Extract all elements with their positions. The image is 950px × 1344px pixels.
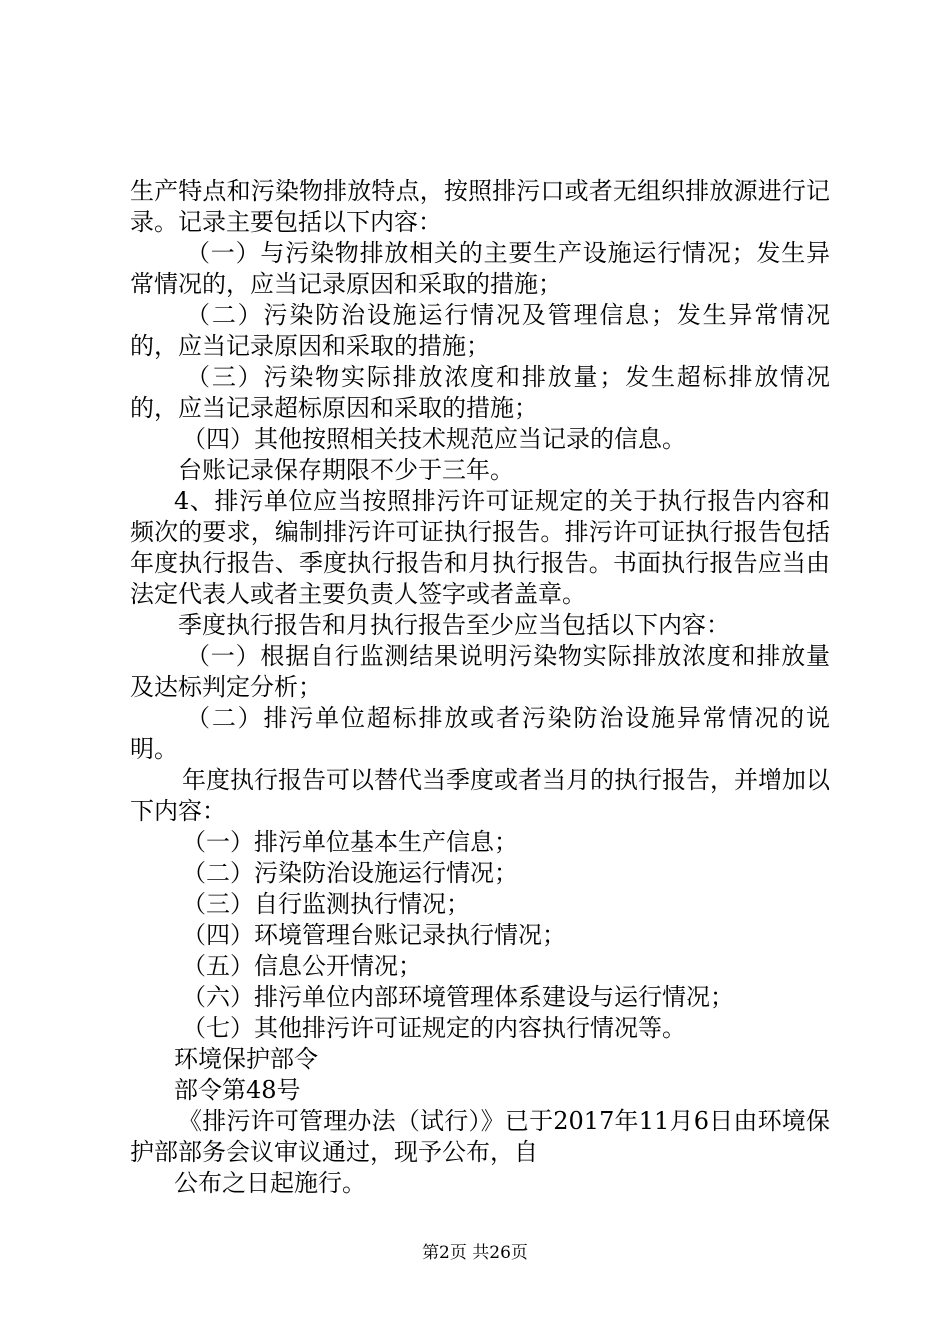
paragraph: （四）其他按照相关技术规范应当记录的信息。 (182, 425, 686, 453)
paragraph: （一）根据自行监测结果说明污染物实际排放浓度和排放量及达标判定分析； (130, 642, 830, 701)
document-body (130, 176, 830, 1199)
paragraph: （五）信息公开情况； (182, 952, 422, 980)
paragraph: （四）环境管理台账记录执行情况； (182, 921, 566, 949)
paragraph: （二）污染防治设施运行情况； (182, 859, 518, 887)
paragraph: 部令第48号 (174, 1076, 301, 1104)
paragraph: （七）其他排污许可证规定的内容执行情况等。 (182, 1014, 686, 1042)
paragraph: （三）污染物实际排放浓度和排放量；发生超标排放情况的，应当记录超标原因和采取的措施； (130, 363, 830, 422)
paragraph: （二）污染防治设施运行情况及管理信息；发生异常情况的，应当记录原因和采取的措施； (130, 301, 830, 360)
paragraph: 《排污许可管理办法（试行）》已于2017年11月6日由环境保护部部务会议审议通过，现予公布，自 (130, 1107, 830, 1166)
paragraph: （六）排污单位内部环境管理体系建设与运行情况； (182, 983, 734, 1011)
paragraph: （二）排污单位超标排放或者污染防治设施异常情况的说明。 (130, 704, 830, 763)
paragraph: 季度执行报告和月执行报告至少应当包括以下内容： (178, 611, 730, 639)
paragraph: 公布之日起施行。 (174, 1169, 366, 1197)
paragraph: 台账记录保存期限不少于三年。 (178, 456, 514, 484)
paragraph: 生产特点和污染物排放特点，按照排污口或者无组织排放源进行记录。记录主要包括以下内容： (130, 177, 830, 236)
paragraph: （一）与污染物排放相关的主要生产设施运行情况；发生异常情况的，应当记录原因和采取的措施； (130, 239, 830, 298)
paragraph: （三）自行监测执行情况； (182, 890, 470, 918)
paragraph: 年度执行报告可以替代当季度或者当月的执行报告，并增加以下内容： (130, 766, 830, 825)
paragraph: 环境保护部令 (174, 1045, 318, 1073)
paragraph: （一）排污单位基本生产信息； (182, 828, 518, 856)
page-footer: 第2页 共26页 (422, 1243, 528, 1263)
paragraph: 4、排污单位应当按照排污许可证规定的关于执行报告内容和频次的要求，编制排污许可证执行报告。排污许可证执行报告包括年度执行报告、季度执行报告和月执行报告。书面执行报告应当由法定代表人或者主要负责人签字或者盖章。 (130, 487, 830, 608)
